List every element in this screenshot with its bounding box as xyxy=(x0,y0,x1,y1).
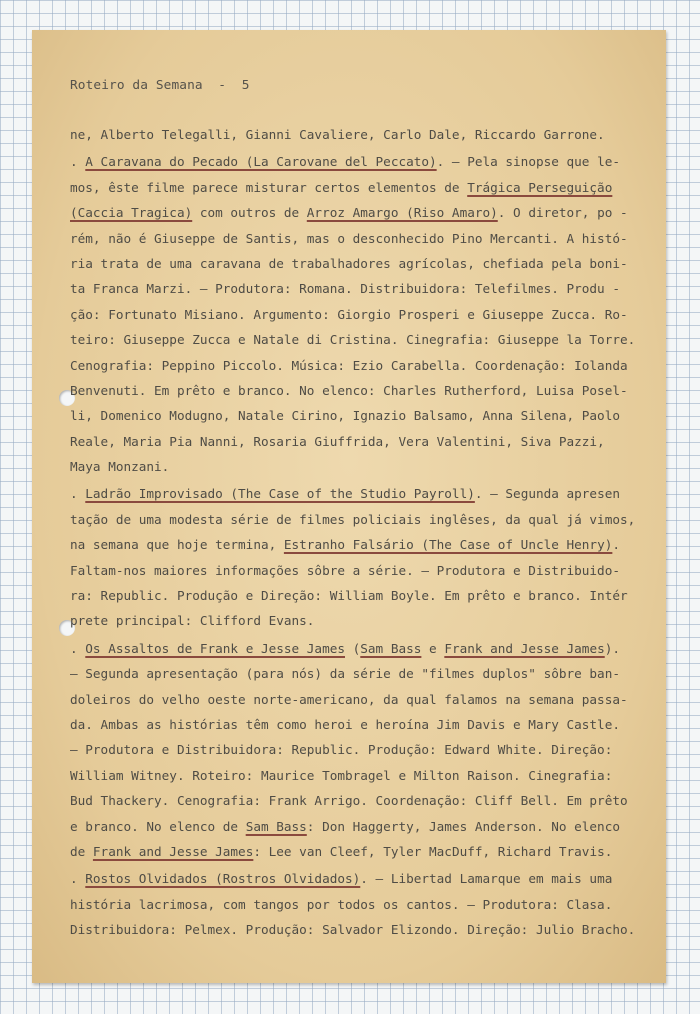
paragraph-rostos xyxy=(70,866,670,944)
text-segment: . xyxy=(70,154,86,170)
underlined-title: Os Assaltos de Frank e Jesse James xyxy=(85,640,345,656)
text-segment: ). xyxy=(604,640,621,656)
text-line xyxy=(70,454,670,479)
paragraph-ladrao xyxy=(70,481,670,635)
text-line xyxy=(70,636,670,661)
text-segment: William Witney. Roteiro: Maurice Tombragel e Milton Raison. Cinegrafia: xyxy=(70,767,613,783)
text-line xyxy=(70,481,670,506)
text-line xyxy=(70,353,670,378)
text-line xyxy=(70,763,670,788)
text-segment: ( xyxy=(345,640,361,656)
text-line xyxy=(70,687,670,712)
underlined-title: A Caravana do Pecado (La Carovane del Peccato) xyxy=(85,154,437,170)
text-segment: — Segunda apresentação (para nós) da série de "filmes duplos" sôbre ban- xyxy=(70,666,620,682)
underlined-title: Sam Bass xyxy=(360,640,422,656)
text-line xyxy=(70,378,670,403)
text-segment: ra: Republic. Produção e Direção: William Boyle. Em prêto e branco. Intér xyxy=(70,588,628,604)
text-line xyxy=(70,788,670,813)
text-segment: Benvenuti. Em prêto e branco. No elenco: Charles Rutherford, Luisa Posel- xyxy=(70,382,628,398)
text-line xyxy=(70,712,670,737)
text-segment: . O diretor, po - xyxy=(497,205,628,221)
text-line xyxy=(70,608,670,633)
text-line xyxy=(70,276,670,301)
paragraph-assaltos xyxy=(70,636,670,867)
text-line xyxy=(70,866,670,891)
text-segment: — Produtora e Distribuidora: Republic. Produção: Edward White. Direção: xyxy=(70,742,613,758)
text-line xyxy=(70,226,670,251)
text-line xyxy=(70,917,670,942)
typewritten-page xyxy=(32,30,666,983)
underlined-title: Arroz Amargo (Riso Amaro) xyxy=(306,205,498,221)
text-segment: Reale, Maria Pia Nanni, Rosaria Giuffrida, Vera Valentini, Siva Pazzi, xyxy=(70,433,605,449)
text-line xyxy=(70,429,670,454)
text-line xyxy=(70,175,670,200)
text-segment: com outros de xyxy=(192,205,307,221)
underlined-title: Rostos Olvidados (Rostros Olvidados) xyxy=(85,871,361,887)
text-segment: prete principal: Clifford Evans. xyxy=(70,613,315,629)
text-segment: . xyxy=(70,871,86,887)
text-segment: ta Franca Marzi. — Produtora: Romana. Distribuidora: Telefilmes. Produ - xyxy=(70,281,620,297)
text-segment: Cenografia: Peppino Piccolo. Música: Ezio Carabella. Coordenação: Iolanda xyxy=(70,357,628,373)
text-segment: . — Libertad Lamarque em mais uma xyxy=(360,871,613,887)
text-segment: . xyxy=(70,640,86,656)
text-line xyxy=(70,200,670,225)
text-segment: tação de uma modesta série de filmes policiais inglêses, da qual já vimos, xyxy=(70,511,636,527)
underlined-title: Frank and Jesse James xyxy=(92,843,254,859)
text-line xyxy=(70,737,670,762)
text-segment: de xyxy=(70,843,93,859)
text-segment: : Lee van Cleef, Tyler MacDuff, Richard Travis. xyxy=(253,843,613,859)
text-line xyxy=(70,892,670,917)
text-line xyxy=(70,251,670,276)
page-header: Roteiro da Semana - 5 xyxy=(70,78,250,93)
text-line xyxy=(70,507,670,532)
text-line xyxy=(70,814,670,839)
text-segment: Bud Thackery. Cenografia: Frank Arrigo. Coordenação: Cliff Bell. Em prêto xyxy=(70,793,628,809)
underlined-title: (Caccia Tragica) xyxy=(70,205,193,221)
text-segment: . xyxy=(612,537,620,553)
text-segment: . xyxy=(70,486,86,502)
text-segment: Maya Monzani. xyxy=(70,459,170,475)
underlined-title: Trágica Perseguição xyxy=(467,179,613,195)
text-segment: na semana que hoje termina, xyxy=(70,537,284,553)
text-segment: da. Ambas as histórias têm como heroi e heroína Jim Davis e Mary Castle. xyxy=(70,716,620,732)
text-segment: e branco. No elenco de xyxy=(70,818,246,834)
text-segment: doleiros do velho oeste norte-americano, da qual falamos na semana passa- xyxy=(70,691,628,707)
text-segment: e xyxy=(421,640,445,656)
text-segment: Faltam-nos maiores informações sôbre a série. — Produtora e Distribuido- xyxy=(70,562,620,578)
text-line xyxy=(70,122,670,147)
text-segment: . — Segunda apresen xyxy=(474,486,620,502)
text-line xyxy=(70,558,670,583)
text-segment: ria trata de uma caravana de trabalhadores agrícolas, chefiada pela boni- xyxy=(70,255,628,271)
text-line xyxy=(70,149,670,174)
paragraph-caravana xyxy=(70,149,670,481)
underlined-title: Ladrão Improvisado (The Case of the Studio Payroll) xyxy=(85,486,475,502)
text-line xyxy=(70,302,670,327)
text-segment: . — Pela sinopse que le- xyxy=(436,154,620,170)
text-segment: ção: Fortunato Misiano. Argumento: Giorgio Prosperi e Giuseppe Zucca. Ro- xyxy=(70,306,628,322)
text-segment: teiro: Giuseppe Zucca e Natale di Cristina. Cinegrafia: Giuseppe la Torre. xyxy=(70,332,636,348)
underlined-title: Sam Bass xyxy=(245,818,307,834)
text-segment: mos, êste filme parece misturar certos elementos de xyxy=(70,179,468,195)
text-line xyxy=(70,532,670,557)
text-line xyxy=(70,583,670,608)
text-segment: ne, Alberto Telegalli, Gianni Cavaliere, Carlo Dale, Riccardo Garrone. xyxy=(70,127,605,142)
text-segment: Distribuidora: Pelmex. Produção: Salvador Elizondo. Direção: Julio Bracho. xyxy=(70,922,636,938)
text-line xyxy=(70,403,670,428)
underlined-title: Frank and Jesse James xyxy=(444,640,605,656)
text-segment: rém, não é Giuseppe de Santis, mas o desconhecido Pino Mercanti. A histó- xyxy=(70,230,628,246)
text-line xyxy=(70,839,670,864)
text-line xyxy=(70,661,670,686)
document-body xyxy=(70,122,670,945)
text-segment: história lacrimosa, com tangos por todos os cantos. — Produtora: Clasa. xyxy=(70,896,613,912)
text-segment: : Don Haggerty, James Anderson. No elenco xyxy=(306,818,620,834)
text-line xyxy=(70,327,670,352)
text-segment: li, Domenico Modugno, Natale Cirino, Ignazio Balsamo, Anna Silena, Paolo xyxy=(70,408,620,424)
paragraph-continuation xyxy=(70,122,670,149)
underlined-title: Estranho Falsário (The Case of Uncle Henry) xyxy=(283,537,613,553)
